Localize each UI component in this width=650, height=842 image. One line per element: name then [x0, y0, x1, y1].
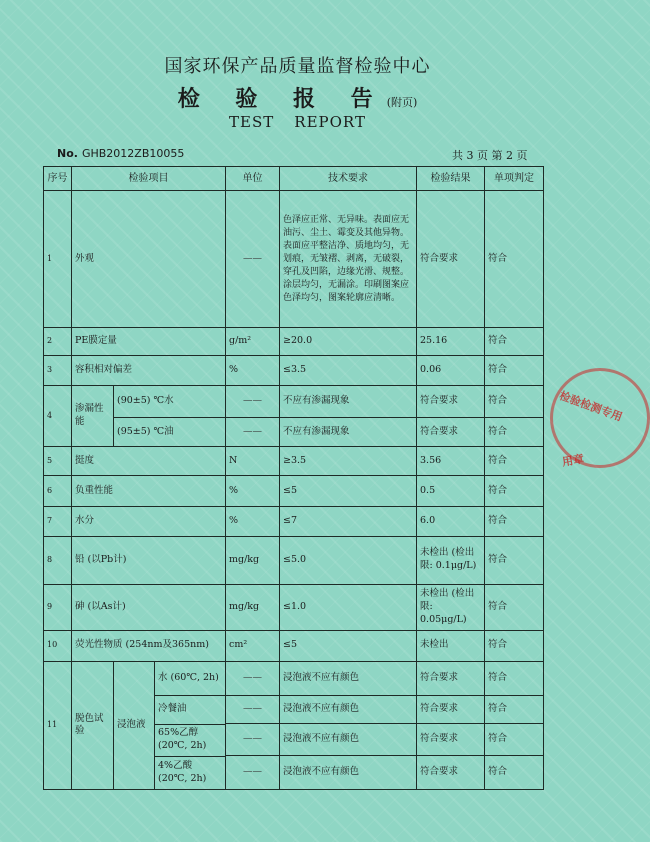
report-number-label: No. [57, 147, 78, 160]
row-unit: —— [226, 661, 280, 695]
row-result: 未检出 (检出限: 0.1μg/L) [417, 536, 485, 584]
row-unit: —— [226, 417, 280, 447]
row-result: 符合要求 [417, 417, 485, 447]
row-result: 0.06 [417, 356, 485, 386]
row-seq: 2 [44, 328, 72, 356]
row-result: 符合要求 [417, 756, 485, 790]
row-result: 符合要求 [417, 385, 485, 417]
header-seq: 序号 [44, 167, 72, 191]
row-result: 0.5 [417, 476, 485, 507]
row-judge: 符合 [485, 536, 544, 584]
report-number-value: GHB2012ZB10055 [81, 147, 185, 160]
row-unit: —— [226, 756, 280, 790]
row-judge: 符合 [485, 417, 544, 447]
row-seq: 6 [44, 476, 72, 507]
row-req: 浸泡液不应有颜色 [280, 695, 417, 724]
row-condition: 冷餐油 [155, 696, 225, 725]
row-judge: 符合 [485, 385, 544, 417]
row-item: 荧光性物质 (254nm及365nm) [72, 630, 226, 661]
row-judge: 符合 [485, 506, 544, 536]
header-result: 检验结果 [417, 167, 485, 191]
table-header-row [44, 167, 544, 191]
row-unit: % [226, 476, 280, 507]
row-item: 脱色试验 [72, 661, 114, 789]
row-seq: 5 [44, 447, 72, 476]
row-req: 浸泡液不应有颜色 [280, 724, 417, 756]
row-judge: 符合 [485, 356, 544, 386]
row-req: 不应有渗漏现象 [280, 385, 417, 417]
row-seq: 3 [44, 356, 72, 386]
row-condition: 水 (60℃, 2h) [155, 662, 225, 696]
table-row [44, 447, 544, 476]
row-item: 挺度 [72, 447, 226, 476]
row-judge: 符合 [485, 756, 544, 790]
row-req: 浸泡液不应有颜色 [280, 756, 417, 790]
row-unit: —— [226, 695, 280, 724]
row-unit: —— [226, 724, 280, 756]
table-row [44, 584, 544, 630]
row-seq: 11 [44, 661, 72, 789]
row-judge: 符合 [485, 476, 544, 507]
row-item2: 浸泡液 [114, 662, 155, 789]
test-results-table [43, 166, 544, 790]
row-result: 符合要求 [417, 724, 485, 756]
table-row [44, 191, 544, 328]
row-item: 负重性能 [72, 476, 226, 507]
row-result: 25.16 [417, 328, 485, 356]
report-number [57, 147, 184, 160]
row-condition: (95±5) ℃油 [114, 417, 226, 447]
row-unit: N [226, 447, 280, 476]
table-row [44, 417, 544, 447]
row-unit: % [226, 506, 280, 536]
row-req: ≥3.5 [280, 447, 417, 476]
row-item: 砷 (以As计) [72, 584, 226, 630]
seal-text: 检验检测专用 [557, 389, 625, 424]
report-title-sub: (附页) [386, 96, 418, 109]
row-seq: 10 [44, 630, 72, 661]
row-condition: 65%乙醇 (20℃, 2h) [155, 725, 225, 757]
row-result: 未检出 [417, 630, 485, 661]
seal-text: 用章 [561, 452, 586, 469]
table-row [44, 476, 544, 507]
row-req: ≤5 [280, 476, 417, 507]
header-unit: 单位 [226, 167, 280, 191]
row-subgroup [114, 661, 226, 789]
table-row [44, 356, 544, 386]
row-item: 铅 (以Pb计) [72, 536, 226, 584]
row-judge: 符合 [485, 630, 544, 661]
row-result: 3.56 [417, 447, 485, 476]
org-title: 国家环保产品质量监督检验中心 [164, 56, 431, 77]
table-row [44, 536, 544, 584]
report-title-main: 检 验 报 告 [177, 86, 387, 112]
row-req: ≤5 [280, 630, 417, 661]
row-req: ≤1.0 [280, 584, 417, 630]
table-row [44, 506, 544, 536]
row-req: ≤7 [280, 506, 417, 536]
row-item: 容积相对偏差 [72, 356, 226, 386]
row-condition: 4%乙酸 (20℃, 2h) [158, 760, 207, 784]
row-result: 符合要求 [417, 661, 485, 695]
row-judge: 符合 [485, 191, 544, 328]
row-condition: (90±5) ℃水 [114, 385, 226, 417]
row-result: 符合要求 [417, 191, 485, 328]
row-judge: 符合 [485, 661, 544, 695]
row-result: 符合要求 [417, 695, 485, 724]
report-title-en-2: REPORT [294, 113, 366, 131]
report-title [0, 82, 595, 113]
row-judge: 符合 [485, 447, 544, 476]
row-item: 渗漏性能 [72, 385, 114, 447]
table-row [44, 661, 544, 695]
row-unit: cm² [226, 630, 280, 661]
row-req: 浸泡液不应有颜色 [280, 661, 417, 695]
row-unit: mg/kg [226, 584, 280, 630]
row-judge: 符合 [485, 328, 544, 356]
row-judge: 符合 [485, 584, 544, 630]
row-unit: —— [226, 191, 280, 328]
row-seq: 7 [44, 506, 72, 536]
report-title-en-1: TEST [229, 113, 275, 131]
row-judge: 符合 [485, 724, 544, 756]
report-title-en [0, 113, 595, 131]
table-row [44, 385, 544, 417]
row-req: ≥20.0 [280, 328, 417, 356]
row-unit: g/m² [226, 328, 280, 356]
row-req: 色泽应正常、无异味。表面应无油污、尘土、霉变及其他异物。表面应平整洁净、质地均匀，无划痕，无皱褶、剥离，无破裂，穿孔及凹陷，边缘光滑、规整。涂层均匀，无漏涂。印刷图案应色泽均匀，图案轮廓应清晰。 [280, 191, 417, 328]
row-item: 外观 [72, 191, 226, 328]
row-result: 6.0 [417, 506, 485, 536]
row-item: 水分 [72, 506, 226, 536]
table-row [44, 328, 544, 356]
row-req: ≤3.5 [280, 356, 417, 386]
row-req: 不应有渗漏现象 [280, 417, 417, 447]
row-seq: 8 [44, 536, 72, 584]
row-req: ≤5.0 [280, 536, 417, 584]
row-unit: mg/kg [226, 536, 280, 584]
row-unit: —— [226, 385, 280, 417]
row-unit: % [226, 356, 280, 386]
row-judge: 符合 [485, 695, 544, 724]
header-item: 检验项目 [72, 167, 226, 191]
header-judge: 单项判定 [485, 167, 544, 191]
row-item: PE膜定量 [72, 328, 226, 356]
page-indicator: 共 3 页 第 2 页 [452, 149, 528, 162]
table-row [44, 630, 544, 661]
row-seq: 1 [44, 191, 72, 328]
header-req: 技术要求 [280, 167, 417, 191]
row-result: 未检出 (检出限: 0.05μg/L) [417, 584, 485, 630]
row-seq: 4 [44, 385, 72, 447]
row-seq: 9 [44, 584, 72, 630]
